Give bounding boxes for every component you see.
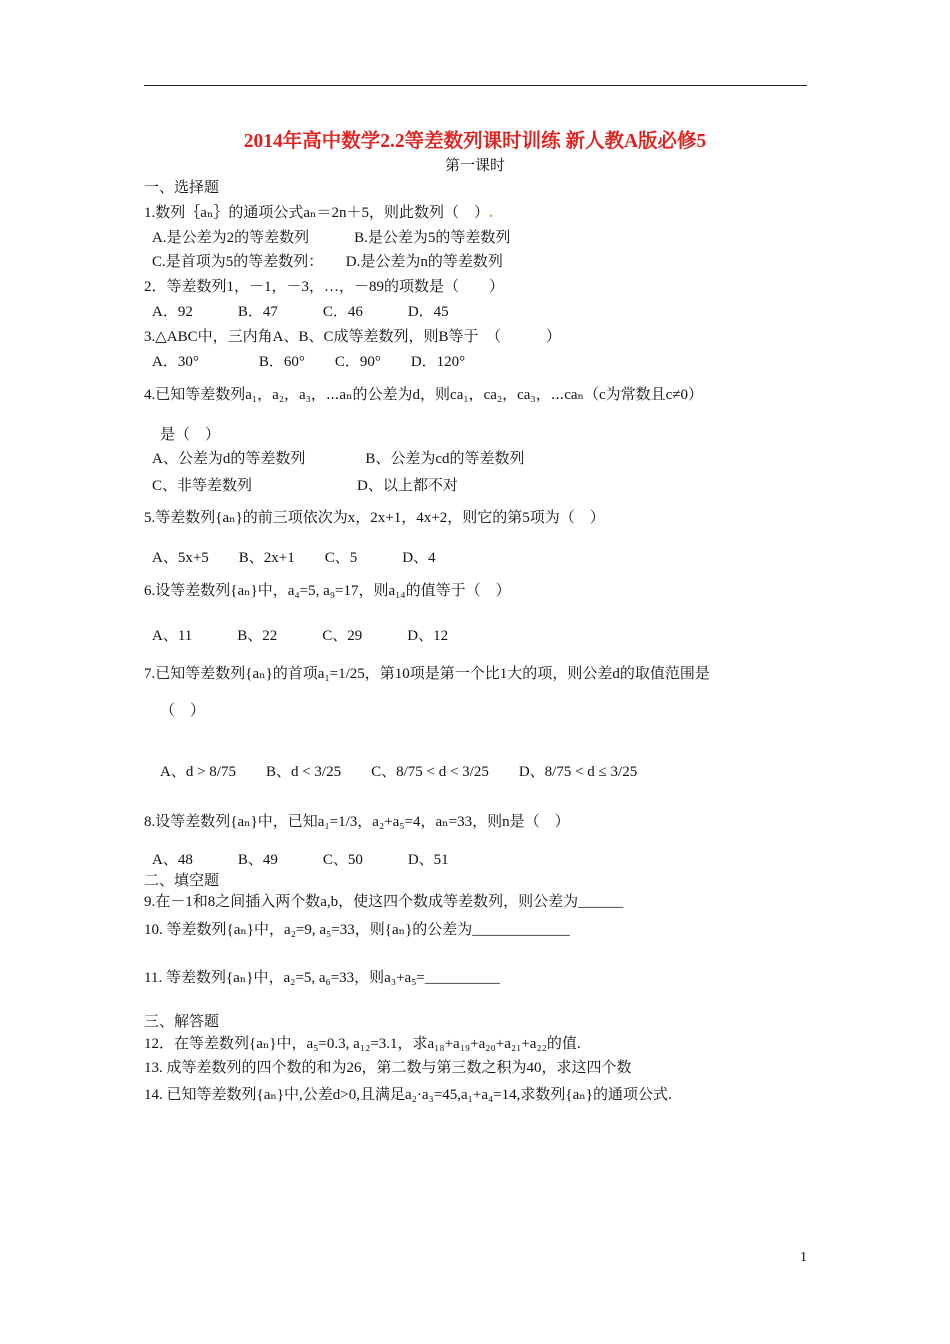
- question-6-options: A、11 B、22 C、29 D、12: [152, 628, 449, 644]
- question-2-options: A．92 B．47 C．46 D．45: [152, 304, 449, 320]
- question-3-options: A．30° B．60° C．90° D．120°: [152, 354, 466, 370]
- question-8-options: A、48 B、49 C、50 D、51: [152, 852, 449, 868]
- question-1-text: 1.数列｛aₙ｝的通项公式aₙ＝2n＋5，则此数列（ ）: [144, 205, 490, 221]
- question-7-options: A、d > 8/75 B、d < 3/25 C、8/75 < d < 3/25 D、8/75 < d ≤ 3/25: [160, 764, 638, 780]
- question-11: 11. 等差数列{aₙ}中，a₂=5, a₆=33，则a₃+a₅=__________: [144, 970, 500, 986]
- question-14: 14. 已知等差数列{aₙ}中,公差d>0,且满足a₂·a₃=45,a₁+a₄=14,求数列{aₙ}的通项公式.: [144, 1087, 672, 1103]
- question-1-options-cd: C.是首项为5的等差数列： D.是公差为n的等差数列: [152, 254, 503, 270]
- question-1-options-ab: A.是公差为2的等差数列 B.是公差为5的等差数列: [152, 230, 511, 246]
- header-rule: [144, 85, 807, 86]
- section-fill-in: 二、填空题: [144, 873, 220, 889]
- question-5: 5.等差数列{aₙ}的前三项依次为x，2x+1，4x+2，则它的第5项为（ ）: [144, 510, 605, 526]
- question-10: 10. 等差数列{aₙ}中，a₂=9, a₅=33，则{aₙ}的公差为_____________: [144, 922, 570, 938]
- question-4-options-ab: A、公差为d的等差数列 B、公差为cd的等差数列: [152, 451, 525, 467]
- question-4-tail: 是（ ）: [160, 427, 221, 443]
- question-4: 4.已知等差数列a₁，a₂，a₃，⋯aₙ的公差为d，则ca₁，ca₂，ca₃，⋯caₙ（c为常数且c≠0）: [144, 387, 704, 403]
- question-8: 8.设等差数列{aₙ}中，已知a₁=1/3，a₂+a₅=4，aₙ=33，则n是（ ）: [144, 814, 570, 830]
- document-title: 2014年高中数学2.2等差数列课时训练 新人教A版必修5: [243, 131, 707, 152]
- question-1: [144, 203, 493, 223]
- question-1-dot: .: [489, 205, 493, 221]
- question-7: 7.已知等差数列{aₙ}的首项a₁=1/25，第10项是第一个比1大的项，则公差d的取值范围是: [144, 666, 710, 682]
- question-6: 6.设等差数列{aₙ}中，a₄=5, a₉=17，则a₁₄的值等于（ ）: [144, 583, 511, 599]
- question-4-options-cd: C、非等差数列 D、以上都不对: [152, 478, 458, 494]
- section-answer: 三、解答题: [144, 1014, 220, 1030]
- page-number: 1: [800, 1250, 807, 1265]
- question-3: 3.△ABC中，三内角A、B、C成等差数列，则B等于 （ ）: [144, 329, 561, 345]
- section-choice: 一、选择题: [144, 180, 220, 196]
- question-7-tail: （ ）: [160, 703, 206, 719]
- question-9: 9.在－1和8之间插入两个数a,b，使这四个数成等差数列，则公差为______: [144, 894, 624, 910]
- question-5-options: A、5x+5 B、2x+1 C、5 D、4: [152, 550, 436, 566]
- question-12: 12．在等差数列{aₙ}中，a₅=0.3, a₁₂=3.1，求a₁₈+a₁₉+a₂₀+a₂₁+a₂₂的值.: [144, 1036, 581, 1052]
- question-13: 13. 成等差数列的四个数的和为26，第二数与第三数之积为40，求这四个数: [144, 1060, 632, 1076]
- question-2: 2．等差数列1，－1，－3，…，－89的项数是（ ）: [144, 279, 505, 295]
- lesson-subtitle: 第一课时: [444, 158, 505, 174]
